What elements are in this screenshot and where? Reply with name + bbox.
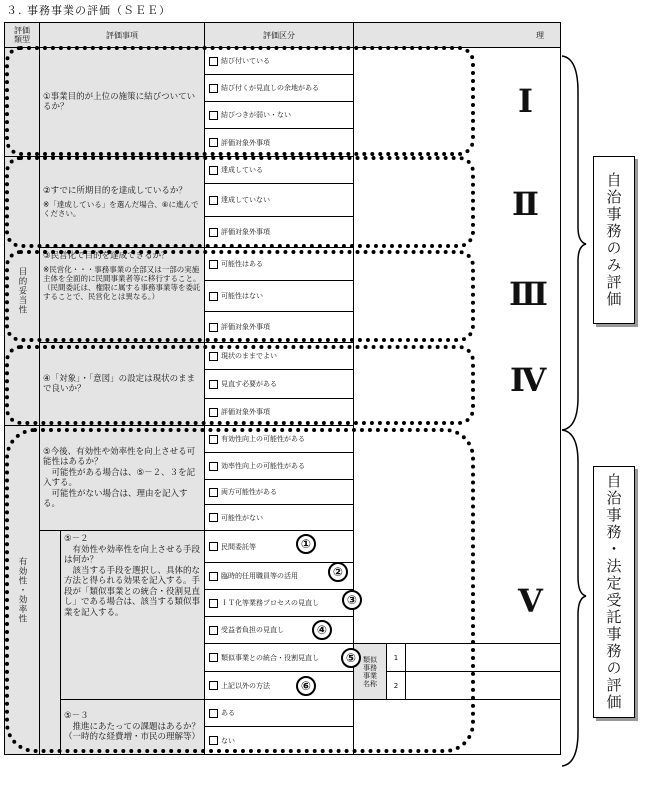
q1-option[interactable]: 結び付いている xyxy=(204,47,354,75)
marker-6: ⑥ xyxy=(296,676,316,696)
question-5: ⑤今後、有効性や効率性を向上させる可能性はあるか？ 可能性がある場合は、⑤－２、３を記入する。 可能性がない場合は、理由を記入する。 xyxy=(39,425,205,531)
q2-option[interactable]: 達成している xyxy=(204,156,354,184)
roman-4: Ⅳ xyxy=(510,361,547,399)
q3-option[interactable]: 可能性はある xyxy=(204,247,354,281)
q1-option[interactable]: 評価対象外事項 xyxy=(204,128,354,157)
q52-option[interactable]: 民間委託等 xyxy=(204,530,354,563)
question-1: ①事業目的が上位の施策に結びついているか？ xyxy=(39,47,205,157)
brace-bottom xyxy=(562,430,586,766)
similar-row-number: 2 xyxy=(386,671,406,700)
q4-option[interactable]: 評価対象外事項 xyxy=(204,398,354,426)
category-efficiency: 有効性・効率性 xyxy=(4,425,40,755)
roman-3: Ⅲ xyxy=(509,275,548,313)
q52-option[interactable]: 類似事業との統合・役割見直し xyxy=(204,643,354,672)
q5-option[interactable]: 有効性向上の可能性がある xyxy=(204,425,354,453)
q4-option[interactable]: 見直す必要がある xyxy=(204,369,354,399)
group-outline-3 xyxy=(5,250,475,342)
question-3: ③民営化で目的を達成できるか？ ※民営化・・・事務事業の全部又は一部の実施主体を全面的に民間事業者等に移行すること。 （民間委託は、権限に属する事務事業等を委託することで、民営化とは異なる。） xyxy=(39,247,205,343)
q52-option[interactable]: 臨時的任用職員等の活用 xyxy=(204,562,354,590)
header-item: 評価事項 xyxy=(39,22,205,48)
q5-option[interactable]: 両方可能性がある xyxy=(204,479,354,505)
q2-option[interactable]: 評価対象外事項 xyxy=(204,216,354,248)
question-5-3: ⑤－３ 推進にあたっての課題はあるか？（一時的な経費増・市民の理解等） xyxy=(60,699,205,755)
q52-option[interactable]: 受益者負担の見直し xyxy=(204,616,354,644)
q52-option[interactable]: ＩＴ化等業務プロセスの見直し xyxy=(204,589,354,617)
brace-top xyxy=(562,56,586,430)
brace-svg xyxy=(560,52,590,772)
header-reason: 理 xyxy=(353,22,561,48)
q2-option[interactable]: 達成していない xyxy=(204,183,354,217)
similar-label: 類似 事務 事業 名称 xyxy=(353,643,387,700)
q5-option[interactable]: 効率性向上の可能性がある xyxy=(204,452,354,480)
q4-option[interactable]: 現状のままでよい xyxy=(204,342,354,370)
q53-option[interactable]: ある xyxy=(204,699,354,727)
group-outline-2 xyxy=(5,156,475,248)
roman-5: Ⅴ xyxy=(518,582,543,620)
category-purpose: 目的妥当性 xyxy=(4,156,40,426)
section-heading: ３. 事務事業の評価（ＳＥＥ） xyxy=(6,4,171,17)
q53-option[interactable]: ない xyxy=(204,726,354,755)
marker-2: ② xyxy=(328,562,348,582)
header-division: 評価区分 xyxy=(204,22,354,48)
marker-1: ① xyxy=(296,534,316,554)
similar-row-number: 1 xyxy=(386,643,406,672)
side-label-bottom: 自治事務・法定受託事務の評価 xyxy=(593,466,635,718)
roman-2: Ⅱ xyxy=(512,185,539,223)
question-5-2: ⑤－２ 有効性や効率性を向上させる手段は何か？ 該当する手段を選択し、具体的な方法と得られる効果を記入する。手段が「類似事業との統合・役割見直し」である場合は、該当する類似事業を記入する。 xyxy=(60,530,205,700)
marker-3: ③ xyxy=(342,590,362,610)
q52-option[interactable]: 上記以外の方法 xyxy=(204,671,354,700)
side-label-top: 自治事務のみ評価 xyxy=(593,156,635,324)
marker-4: ④ xyxy=(312,620,332,640)
question-4: ④「対象」・「意図」の設定は現状のままで良いか？ xyxy=(39,342,205,426)
q3-option[interactable]: 評価対象外事項 xyxy=(204,311,354,343)
q3-option[interactable]: 可能性はない xyxy=(204,280,354,312)
roman-1: Ⅰ xyxy=(518,82,533,120)
q1-option[interactable]: 結びつきが弱い・ない xyxy=(204,101,354,129)
group-outline-1 xyxy=(5,46,475,156)
q5-option[interactable]: 可能性がない xyxy=(204,504,354,531)
q1-option[interactable]: 結び付くが見直しの余地がある xyxy=(204,74,354,102)
group-outline-5 xyxy=(5,428,475,753)
question-2: ②すでに所期目的を達成しているか？ ※「達成している」を選んだ場合、⑥に進んでください。 xyxy=(39,156,205,248)
group-outline-4 xyxy=(5,345,475,425)
header-type: 評価 類型 xyxy=(4,22,40,48)
marker-5: ⑤ xyxy=(341,648,361,668)
